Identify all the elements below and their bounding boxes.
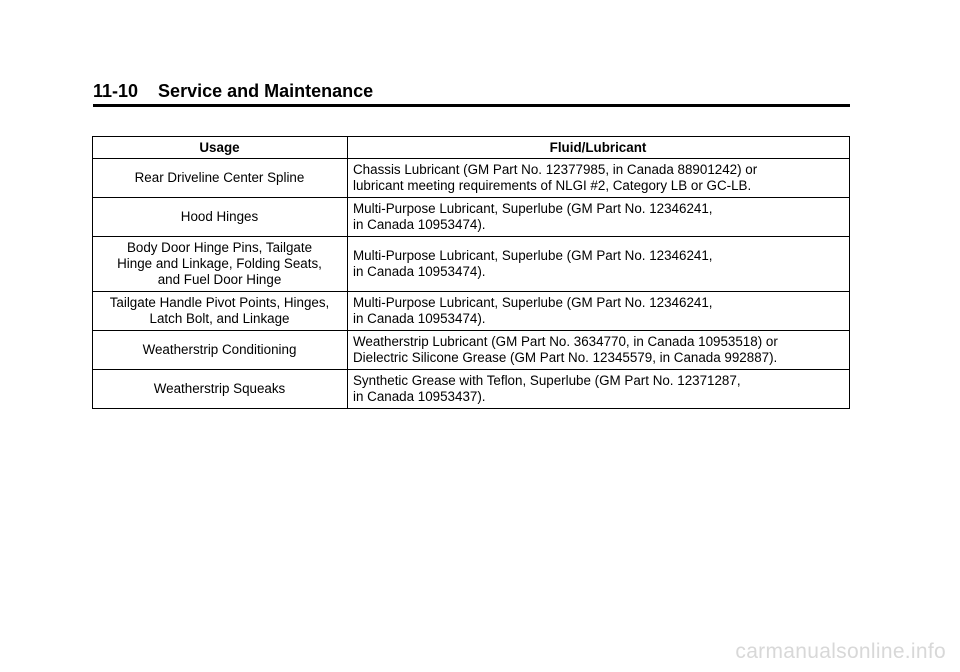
fluid-line: Chassis Lubricant (GM Part No. 12377985, in Canada 88901242) or bbox=[353, 162, 758, 177]
fluid-line: Multi-Purpose Lubricant, Superlube (GM Part No. 12346241, bbox=[353, 295, 713, 310]
fluid-line: Dielectric Silicone Grease (GM Part No. 12345579, in Canada 992887). bbox=[353, 350, 778, 365]
usage-cell bbox=[93, 331, 348, 370]
table-row bbox=[93, 292, 850, 331]
fluid-cell bbox=[348, 292, 850, 331]
usage-cell bbox=[93, 292, 348, 331]
fluid-cell bbox=[348, 237, 850, 292]
fluid-line: Weatherstrip Lubricant (GM Part No. 3634770, in Canada 10953518) or bbox=[353, 334, 778, 349]
table-header-row bbox=[93, 137, 850, 159]
usage-line: Rear Driveline Center Spline bbox=[134, 170, 305, 185]
fluid-line: lubricant meeting requirements of NLGI #2, Category LB or GC-LB. bbox=[353, 178, 752, 193]
usage-line: and Fuel Door Hinge bbox=[157, 272, 282, 287]
fluid-cell bbox=[348, 159, 850, 198]
fluid-line: in Canada 10953437). bbox=[353, 389, 486, 404]
fluid-cell bbox=[348, 198, 850, 237]
usage-cell bbox=[93, 237, 348, 292]
column-header-usage: Usage bbox=[93, 137, 348, 159]
fluid-line: Multi-Purpose Lubricant, Superlube (GM Part No. 12346241, bbox=[353, 201, 713, 216]
fluid-cell bbox=[348, 331, 850, 370]
table-row bbox=[93, 237, 850, 292]
page-number: 11-10 bbox=[93, 81, 139, 101]
fluid-line: in Canada 10953474). bbox=[353, 264, 486, 279]
usage-line: Tailgate Handle Pivot Points, Hinges, bbox=[109, 295, 330, 310]
table-row bbox=[93, 198, 850, 237]
usage-cell bbox=[93, 198, 348, 237]
table-row bbox=[93, 331, 850, 370]
fluid-line: Synthetic Grease with Teflon, Superlube (GM Part No. 12371287, bbox=[353, 373, 741, 388]
usage-cell bbox=[93, 159, 348, 198]
usage-line: Hood Hinges bbox=[180, 209, 259, 224]
usage-line: Weatherstrip Conditioning bbox=[142, 342, 297, 357]
lubricant-table bbox=[92, 136, 850, 409]
fluid-line: in Canada 10953474). bbox=[353, 217, 486, 232]
usage-line: Body Door Hinge Pins, Tailgate bbox=[126, 240, 313, 255]
watermark: carmanualsonline.info bbox=[735, 640, 946, 663]
usage-line: Weatherstrip Squeaks bbox=[153, 381, 286, 396]
usage-line: Latch Bolt, and Linkage bbox=[149, 311, 290, 326]
table-row bbox=[93, 159, 850, 198]
column-header-fluid: Fluid/Lubricant bbox=[348, 137, 850, 159]
section-title: Service and Maintenance bbox=[158, 81, 374, 101]
fluid-cell bbox=[348, 370, 850, 409]
fluid-line: in Canada 10953474). bbox=[353, 311, 486, 326]
table-row bbox=[93, 370, 850, 409]
page-header bbox=[93, 80, 850, 107]
fluid-line: Multi-Purpose Lubricant, Superlube (GM Part No. 12346241, bbox=[353, 248, 713, 263]
usage-line: Hinge and Linkage, Folding Seats, bbox=[117, 256, 322, 271]
usage-cell bbox=[93, 370, 348, 409]
